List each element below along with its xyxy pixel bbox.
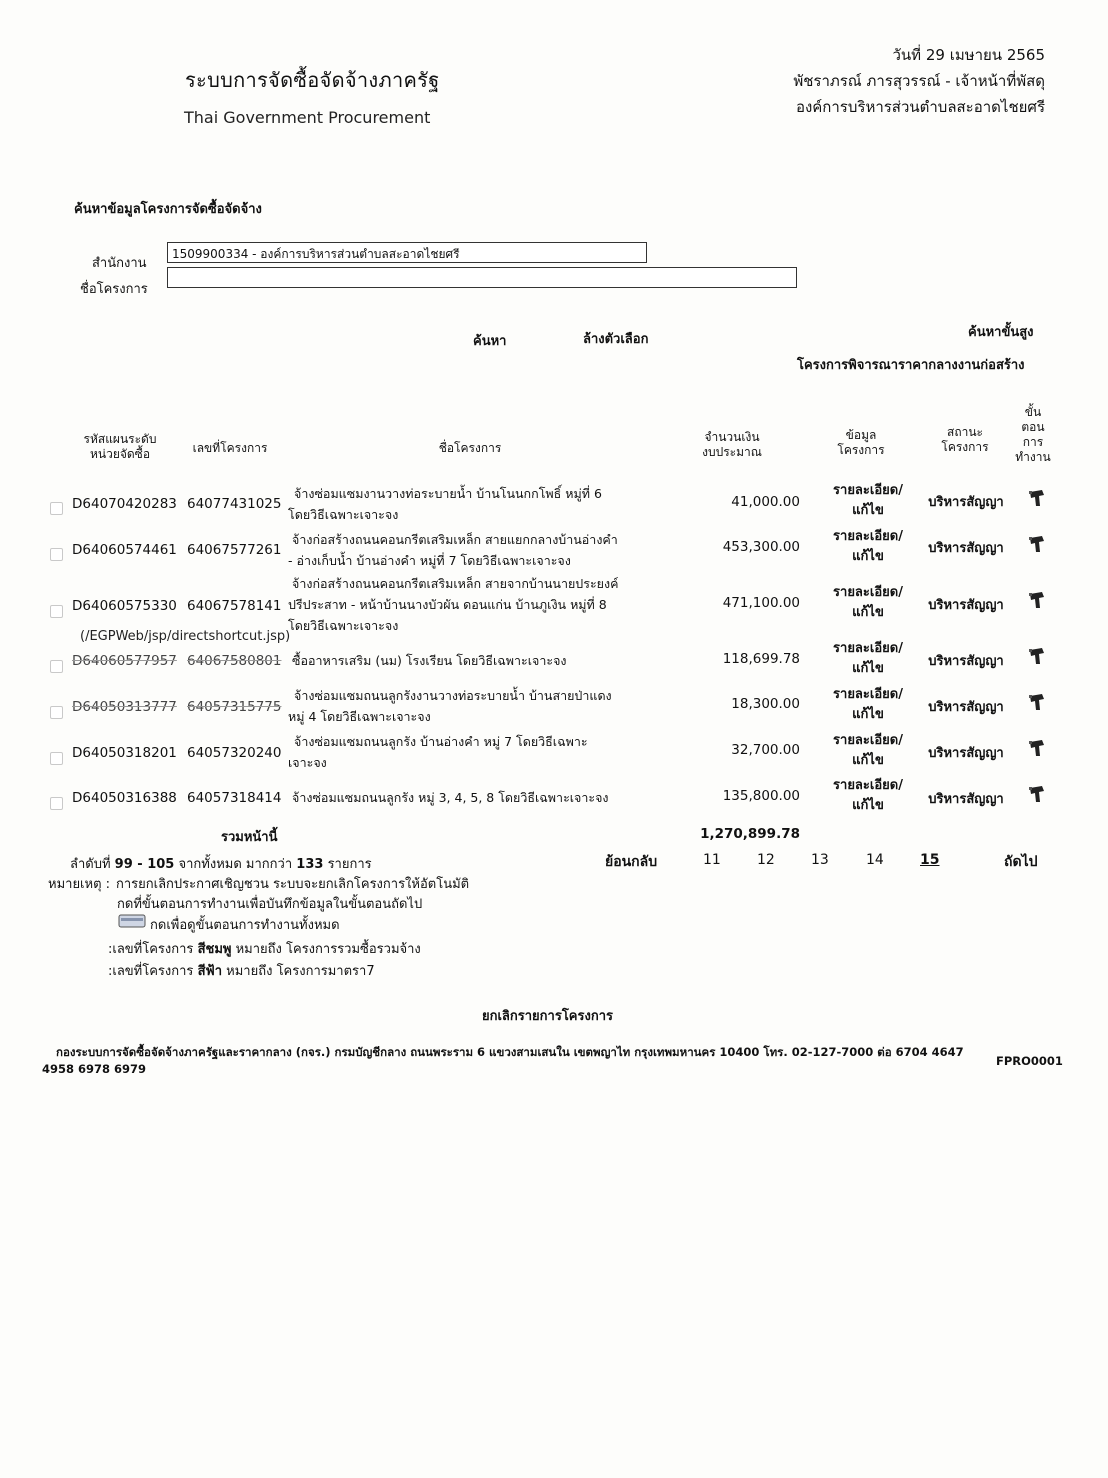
steps-all-icon[interactable] bbox=[118, 913, 146, 929]
project-name-field[interactable] bbox=[167, 267, 797, 288]
budget-amount: 135,800.00 bbox=[722, 788, 800, 804]
project-name-label: ชื่อโครงการ bbox=[80, 282, 148, 297]
col-header-info-l1: ข้อมูล bbox=[845, 428, 877, 442]
notes-line-5 bbox=[108, 960, 375, 981]
project-name-line: โดยวิธีเฉพาะเจาะจง bbox=[288, 507, 399, 522]
footer-address: กองระบบการจัดซื้อจัดจ้างภาครัฐและราคากลาง (กจร.) กรมบัญชีกลาง ถนนพระราม 6 แขวงสามเสนใน เขตพญาไท กรุงเทพมหานคร 10400 โทร. 02-127-7000 ต่อ 6704 4647 bbox=[56, 1045, 964, 1059]
notes-line-4-suffix: หมายถึง โครงการรวมซื้อรวมจ้าง bbox=[235, 942, 421, 957]
project-number[interactable]: 64057315775 bbox=[187, 699, 282, 715]
project-name bbox=[288, 529, 618, 571]
print-date: วันที่ 29 เมษายน 2565 bbox=[892, 46, 1045, 64]
detail-edit-link[interactable] bbox=[823, 583, 913, 623]
page-total-label: รวมหน้านี้ bbox=[221, 830, 278, 845]
project-name-line: จ้างก่อสร้างถนนคอนกรีตเสริมเหล็ก สายจากบ้านนายประยงค์ bbox=[292, 576, 619, 591]
project-name-line: จ้างก่อสร้างถนนคอนกรีตเสริมเหล็ก สายแยกกลางบ้านอ่างคำ bbox=[292, 532, 618, 547]
page-link-14[interactable]: 14 bbox=[866, 852, 884, 868]
project-name-line: ซื้ออาหารเสริม (นม) โรงเรียน โดยวิธีเฉพาะเจาะจง bbox=[292, 653, 567, 668]
notes-line-4 bbox=[108, 938, 421, 959]
detail-edit-link[interactable] bbox=[823, 776, 913, 816]
plan-code[interactable]: D64050313777 bbox=[72, 699, 177, 715]
detail-edit-label: แก้ไข bbox=[852, 753, 884, 768]
plan-code[interactable]: D64060577957 bbox=[72, 653, 177, 669]
budget-amount: 453,300.00 bbox=[722, 539, 800, 555]
project-status: บริหารสัญญา bbox=[928, 541, 1004, 556]
project-name-line: จ้างซ่อมแซมงานวางท่อระบายน้ำ บ้านโนนกกโพธิ์ หมู่ที่ 6 bbox=[294, 486, 602, 501]
org-name: องค์การบริหารส่วนตำบลสะอาดไชยศรี bbox=[795, 98, 1045, 116]
project-number[interactable]: 64067578141 bbox=[187, 598, 282, 614]
row-checkbox[interactable] bbox=[50, 660, 63, 673]
notes-line-3: กดเพื่อดูขั้นตอนการทำงานทั้งหมด bbox=[150, 918, 340, 933]
record-range-prefix: ลำดับที่ bbox=[70, 857, 111, 872]
notes-label: หมายเหตุ : bbox=[48, 877, 111, 892]
col-header-step bbox=[1013, 405, 1053, 465]
project-name bbox=[288, 573, 618, 636]
col-header-plan-code-l1: รหัสแผนระดับ bbox=[83, 432, 157, 446]
page-link-13[interactable]: 13 bbox=[811, 852, 829, 868]
detail-edit-label: รายละเอียด/ bbox=[833, 687, 903, 702]
workflow-step-icon[interactable] bbox=[1027, 785, 1047, 803]
row-checkbox[interactable] bbox=[50, 502, 63, 515]
detail-edit-label: แก้ไข bbox=[852, 503, 884, 518]
col-header-step-l4: ทำงาน bbox=[1015, 450, 1051, 464]
detail-edit-label: รายละเอียด/ bbox=[833, 641, 903, 656]
col-header-plan-code-l2: หน่วยจัดซื้อ bbox=[89, 447, 151, 461]
col-header-step-l2: ตอน bbox=[1021, 420, 1045, 434]
notes-line-5-prefix: :เลขที่โครงการ bbox=[108, 964, 194, 979]
budget-amount: 18,300.00 bbox=[731, 696, 800, 712]
detail-edit-label: รายละเอียด/ bbox=[833, 483, 903, 498]
footer-page-code: FPRO0001 bbox=[996, 1054, 1063, 1068]
project-number[interactable]: 64067577261 bbox=[187, 542, 282, 558]
detail-edit-label: แก้ไข bbox=[852, 549, 884, 564]
office-field[interactable]: 1509900334 - องค์การบริหารส่วนตำบลสะอาดไชยศรี bbox=[167, 242, 647, 263]
plan-code[interactable]: D64060575330 bbox=[72, 598, 177, 614]
notes-line-1: การยกเลิกประกาศเชิญชวน ระบบจะยกเลิกโครงการให้อัตโนมัติ bbox=[116, 877, 470, 892]
advanced-search-link[interactable]: ค้นหาขั้นสูง bbox=[968, 325, 1034, 340]
col-header-status-l2: โครงการ bbox=[941, 440, 989, 454]
project-status: บริหารสัญญา bbox=[928, 495, 1004, 510]
col-header-budget bbox=[690, 430, 774, 460]
project-name bbox=[288, 483, 602, 525]
project-number[interactable]: 64057320240 bbox=[187, 745, 282, 761]
row-checkbox[interactable] bbox=[50, 752, 63, 765]
price-consideration-link[interactable]: โครงการพิจารณาราคากลางงานก่อสร้าง bbox=[797, 358, 1025, 373]
budget-amount: 471,100.00 bbox=[722, 595, 800, 611]
project-name bbox=[288, 731, 588, 773]
page-total-value: 1,270,899.78 bbox=[700, 826, 800, 842]
project-status: บริหารสัญญา bbox=[928, 792, 1004, 807]
project-name-line: โดยวิธีเฉพาะเจาะจง bbox=[288, 618, 399, 633]
system-subtitle: Thai Government Procurement bbox=[184, 108, 431, 127]
row-checkbox[interactable] bbox=[50, 706, 63, 719]
col-header-status bbox=[930, 425, 1000, 455]
record-total-value: 133 bbox=[296, 857, 324, 872]
plan-code[interactable]: D64050316388 bbox=[72, 790, 177, 806]
detail-edit-link[interactable] bbox=[823, 685, 913, 725]
project-name bbox=[288, 787, 609, 808]
record-total-suffix: รายการ bbox=[327, 857, 372, 872]
notes-line-2: กดที่ขั้นตอนการทำงานเพื่อบันทึกข้อมูลในขั้นตอนถัดไป bbox=[117, 897, 423, 912]
project-name-line: ปรีประสาท - หน้าบ้านนางบัวผัน ดอนแก่น บ้านภูเงิน หมู่ที่ 8 bbox=[288, 597, 607, 612]
detail-edit-label: แก้ไข bbox=[852, 605, 884, 620]
record-total-prefix: จากทั้งหมด มากกว่า bbox=[178, 857, 293, 872]
detail-edit-label: แก้ไข bbox=[852, 707, 884, 722]
project-name-line: จ้างซ่อมแซมถนนลูกรัง หมู่ 3, 4, 5, 8 โดยวิธีเฉพาะเจาะจง bbox=[292, 790, 609, 805]
project-name-line: จ้างซ่อมแซมถนนลูกรังงานวางท่อระบายน้ำ บ้านสายป่าแดง bbox=[294, 688, 612, 703]
col-header-status-l1: สถานะ bbox=[947, 425, 983, 439]
page-back-link[interactable]: ย้อนกลับ bbox=[605, 854, 658, 870]
project-name bbox=[288, 650, 567, 671]
plan-code[interactable]: D64050318201 bbox=[72, 745, 177, 761]
workflow-step-icon[interactable] bbox=[1027, 489, 1047, 507]
detail-edit-label: รายละเอียด/ bbox=[833, 778, 903, 793]
workflow-step-icon[interactable] bbox=[1027, 693, 1047, 711]
project-status: บริหารสัญญา bbox=[928, 746, 1004, 761]
search-button[interactable]: ค้นหา bbox=[473, 334, 507, 349]
office-label: สำนักงาน bbox=[92, 256, 147, 271]
project-name bbox=[288, 685, 612, 727]
project-name-line: หมู่ 4 โดยวิธีเฉพาะเจาะจง bbox=[288, 709, 431, 724]
project-name-line: - อ่างเก็บน้ำ บ้านอ่างคำ หมู่ที่ 7 โดยวิธีเฉพาะเจาะจง bbox=[288, 553, 571, 568]
page-link-11[interactable]: 11 bbox=[703, 852, 721, 868]
detail-edit-label: รายละเอียด/ bbox=[833, 585, 903, 600]
project-status: บริหารสัญญา bbox=[928, 598, 1004, 613]
footer-phone-ext: 4958 6978 6979 bbox=[42, 1062, 147, 1076]
cancel-project-link[interactable]: ยกเลิกรายการโครงการ bbox=[482, 1009, 613, 1024]
col-header-budget-l2: งบประมาณ bbox=[702, 445, 762, 459]
workflow-step-icon[interactable] bbox=[1027, 739, 1047, 757]
detail-edit-label: แก้ไข bbox=[852, 798, 884, 813]
notes-line-5-color: สีฟ้า bbox=[197, 964, 223, 979]
budget-amount: 41,000.00 bbox=[731, 494, 800, 510]
plan-code[interactable]: D64070420283 bbox=[72, 496, 177, 512]
project-number[interactable]: 64067580801 bbox=[187, 653, 282, 669]
row-checkbox[interactable] bbox=[50, 605, 63, 618]
col-header-step-l3: การ bbox=[1022, 435, 1044, 449]
budget-amount: 32,700.00 bbox=[731, 742, 800, 758]
project-status: บริหารสัญญา bbox=[928, 700, 1004, 715]
project-status: บริหารสัญญา bbox=[928, 654, 1004, 669]
col-header-project-name: ชื่อโครงการ bbox=[438, 441, 502, 455]
project-number[interactable]: 64057318414 bbox=[187, 790, 282, 806]
project-name-line: จ้างซ่อมแซมถนนลูกรัง บ้านอ่างคำ หมู่ 7 โดยวิธีเฉพาะ bbox=[294, 734, 588, 749]
search-section-title: ค้นหาข้อมูลโครงการจัดซื้อจัดจ้าง bbox=[74, 202, 262, 217]
detail-edit-link[interactable] bbox=[823, 731, 913, 771]
workflow-step-icon[interactable] bbox=[1027, 535, 1047, 553]
notes-line-4-prefix: :เลขที่โครงการ bbox=[108, 942, 194, 957]
col-header-plan-code bbox=[70, 432, 170, 462]
clear-button[interactable]: ล้างตัวเลือก bbox=[583, 332, 649, 347]
budget-amount: 118,699.78 bbox=[722, 651, 800, 667]
detail-edit-label: รายละเอียด/ bbox=[833, 733, 903, 748]
page-link-12[interactable]: 12 bbox=[757, 852, 775, 868]
system-title: ระบบการจัดซื้อจัดจ้างภาครัฐ bbox=[185, 68, 440, 92]
user-info bbox=[793, 42, 1045, 120]
detail-edit-link[interactable] bbox=[823, 639, 913, 679]
notes-line-5-suffix: หมายถึง โครงการมาตรา7 bbox=[226, 964, 375, 979]
col-header-info bbox=[826, 428, 896, 458]
workflow-step-icon[interactable] bbox=[1027, 591, 1047, 609]
page-next-link[interactable]: ถัดไป bbox=[1004, 854, 1038, 870]
detail-edit-label: รายละเอียด/ bbox=[833, 529, 903, 544]
status-bar-url: (/EGPWeb/jsp/directshortcut.jsp) bbox=[80, 629, 291, 644]
project-name-line: เจาะจง bbox=[288, 755, 327, 770]
notes-line-4-color: สีชมพู bbox=[197, 942, 232, 957]
col-header-step-l1: ขั้น bbox=[1024, 405, 1042, 419]
col-header-project-no: เลขที่โครงการ bbox=[192, 441, 268, 455]
record-range bbox=[70, 853, 372, 874]
row-checkbox[interactable] bbox=[50, 548, 63, 561]
row-checkbox[interactable] bbox=[50, 797, 63, 810]
user-name: พัชราภรณ์ ภารสุวรรณ์ - เจ้าหน้าที่พัสดุ bbox=[793, 72, 1045, 90]
page-link-15-current[interactable]: 15 bbox=[920, 852, 940, 868]
detail-edit-link[interactable] bbox=[823, 481, 913, 521]
detail-edit-link[interactable] bbox=[823, 527, 913, 567]
col-header-budget-l1: จำนวนเงิน bbox=[704, 430, 760, 444]
workflow-step-icon[interactable] bbox=[1027, 647, 1047, 665]
record-range-value: 99 - 105 bbox=[114, 857, 175, 872]
detail-edit-label: แก้ไข bbox=[852, 661, 884, 676]
col-header-info-l2: โครงการ bbox=[837, 443, 885, 457]
plan-code[interactable]: D64060574461 bbox=[72, 542, 177, 558]
project-number[interactable]: 64077431025 bbox=[187, 496, 282, 512]
